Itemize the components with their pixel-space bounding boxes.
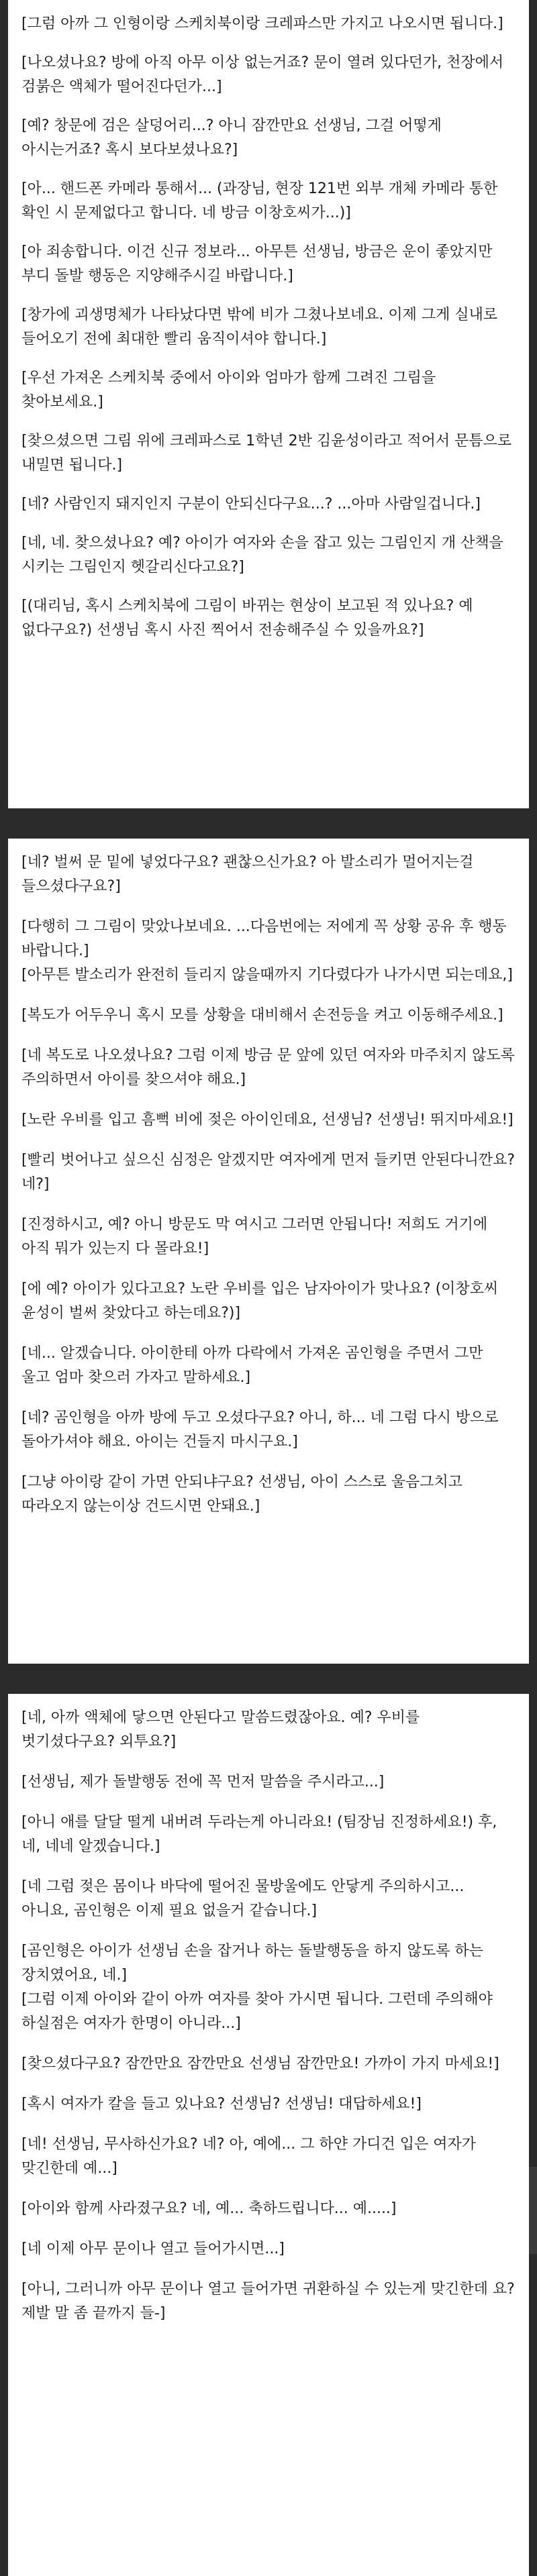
dialogue-line: [아니, 그러니까 아무 문이나 열고 들어가면 귀환하실 수 있는게 맞긴한데 요? 제발 말 좀 끝까지 들-] [21,2281,515,2322]
dialogue-line: [네, 아까 액체에 닿으면 안된다고 말씀드렸잖아요. 예? 우비를 벗기셨다구요? 외투요?] [21,1709,420,1750]
dialogue-line: [네! 선생님, 무사하신가요? 네? 아, 예에... 그 하얀 가디건 입은 여자가 맞긴한데 예...] [21,2136,476,2177]
dialogue-line: [나오셨나요? 방에 아직 아무 이상 없는거죠? 문이 열려 있다던가, 천장에서 검붉은 액체가 떨어진다던가...] [21,54,504,95]
dialogue-line: [찾으셨으면 그림 위에 크레파스로 1학년 2반 김윤성이라고 적어서 문틈으로 내밀면 됩니다.] [21,433,512,474]
dialogue-line: [아이와 함께 사라졌구요? 네, 예... 축하드립니다... 예.....] [21,2200,397,2217]
dialogue-line: [다행히 그 그림이 맞았나보네요. ...다음번에는 저에게 꼭 상황 공유 후 행동 바랍니다.] [아무튼 발소리가 완전히 들리지 않을때까지 기다렸다가 나가시면 되는데요,] [21,918,513,983]
dialogue-line: [네? 사람인지 돼지인지 구분이 안되신다구요...? ...아마 사람일겁니다.] [21,496,481,513]
dialogue-line: [네? 벌써 문 밑에 넣었다구요? 괜찮으신가요? 아 발소리가 멀어지는걸 들으셨다구요?] [21,854,474,895]
dialogue-line: [아 죄송합니다. 이건 신규 정보라... 아무튼 선생님, 방금은 운이 좋았지만 부디 돌발 행동은 지양해주시길 바랍니다.] [21,244,493,284]
dialogue-line: [네? 곰인형을 아까 방에 두고 오셨다구요? 아니, 하... 네 그럼 다시 방으로 돌아가셔야 해요. 아이는 건들지 마시구요.] [21,1409,499,1450]
dialogue-line: [아... 핸드폰 카메라 통해서... (과장님, 현장 121번 외부 개체 카메라 통한 확인 시 문제없다고 합니다. 네 방금 이창호씨가...)] [21,180,498,221]
dialogue-line: [그냥 아이랑 같이 가면 안되냐구요? 선생님, 아이 스스로 울음그치고 따라오지 않는이상 건드시면 안돼요.] [21,1474,463,1515]
dialogue-line: [네 그럼 젖은 몸이나 바닥에 떨어진 물방울에도 안닿게 주의하시고... 아니요, 곰인형은 이제 필요 없을거 같습니다.] [21,1878,465,1919]
dialogue-line: [혹시 여자가 칼을 들고 있나요? 선생님? 선생님! 대답하세요!] [21,2096,422,2112]
dialogue-line: [에 예? 아이가 있다고요? 노란 우비를 입은 남자아이가 맞나요? (이창호씨 윤성이 벌써 찾았다고 하는데요?)] [21,1281,499,1322]
dialogue-line: [네... 알겠습니다. 아이한테 아까 다락에서 가져온 곰인형을 주면서 그만 울고 엄마 찾으러 가자고 말하세요.] [21,1345,483,1386]
scrollbar-handle[interactable] [529,2167,537,2254]
dialogue-line: [(대리님, 혹시 스케치북에 그림이 바뀌는 현상이 보고된 적 있나요? 예 없다구요?) 선생님 혹시 사진 찍어서 전송해주실 수 있을까요?] [21,598,473,639]
dialogue-line: [창가에 괴생명체가 나타났다면 밖에 비가 그쳤나보네요. 이제 그게 실내로 들어오기 전에 최대한 빨리 움직이셔야 합니다.] [21,307,498,347]
dialogue-line: [네 이제 아무 문이나 열고 들어가시면...] [21,2241,285,2257]
dialogue-line: [복도가 어두우니 혹시 모를 상황을 대비해서 손전등을 켜고 이동해주세요.] [21,1007,503,1024]
dialogue-line: [아니 애를 달달 떨게 내버려 두라는게 아니라요! (팀장님 진정하세요!) 후, 네, 네네 알겠습니다.] [21,1814,497,1855]
dialogue-line: [빨리 벗어나고 싶으신 심정은 알겠지만 여자에게 먼저 들키면 안된다니깐요? 네?] [21,1152,516,1193]
dialogue-line: [찾으셨다구요? 잠깐만요 잠깐만요 선생님 잠깐만요! 가까이 가지 마세요!] [21,2055,499,2072]
dialogue-panel-2 [8,839,529,1664]
dialogue-line: [네 복도로 나오셨나요? 그럼 이제 방금 문 앞에 있던 여자와 마주치지 않도록 주의하면서 아이를 찾으셔야 해요.] [21,1047,515,1088]
dialogue-line: [우선 가져온 스케치북 중에서 아이와 엄마가 함께 그려진 그림을 찾아보세요.] [21,370,436,411]
dialogue-line: [곰인형은 아이가 선생님 손을 잡거나 하는 돌발행동을 하지 않도록 하는 장치였어요, 네.] [그럼 이제 아이와 같이 아까 여자를 찾아 가시면 됩니다. 그런데 주의해야 하실점은 여자가 한명이 아니라...] [21,1943,493,2032]
dialogue-panel-1 [8,0,529,808]
dialogue-line: [네, 네. 찾으셨나요? 예? 아이가 여자와 손을 잡고 있는 그림인지 개 산책을 시키는 그림인지 헷갈리신다고요?] [21,535,503,576]
dialogue-line: [노란 우비를 입고 흠뻑 비에 젖은 아이인데요, 선생님? 선생님! 뛰지마세요!] [21,1112,514,1128]
dialogue-line: [진정하시고, 예? 아니 방문도 막 여시고 그러면 안됩니다! 저희도 거기에 아직 뭐가 있는지 다 몰라요!] [21,1216,488,1257]
dialogue-panel-3 [8,1694,529,2576]
dialogue-line: [선생님, 제가 돌발행동 전에 꼭 먼저 말씀을 주시라고...] [21,1774,385,1790]
dialogue-line: [그럼 아까 그 인형이랑 스케치북이랑 크레파스만 가지고 나오시면 됩니다.] [21,15,503,32]
dialogue-line: [예? 창문에 검은 살덩어리...? 아니 잠깐만요 선생님, 그걸 어떻게 아시는거죠? 혹시 보다보셨나요?] [21,117,442,158]
